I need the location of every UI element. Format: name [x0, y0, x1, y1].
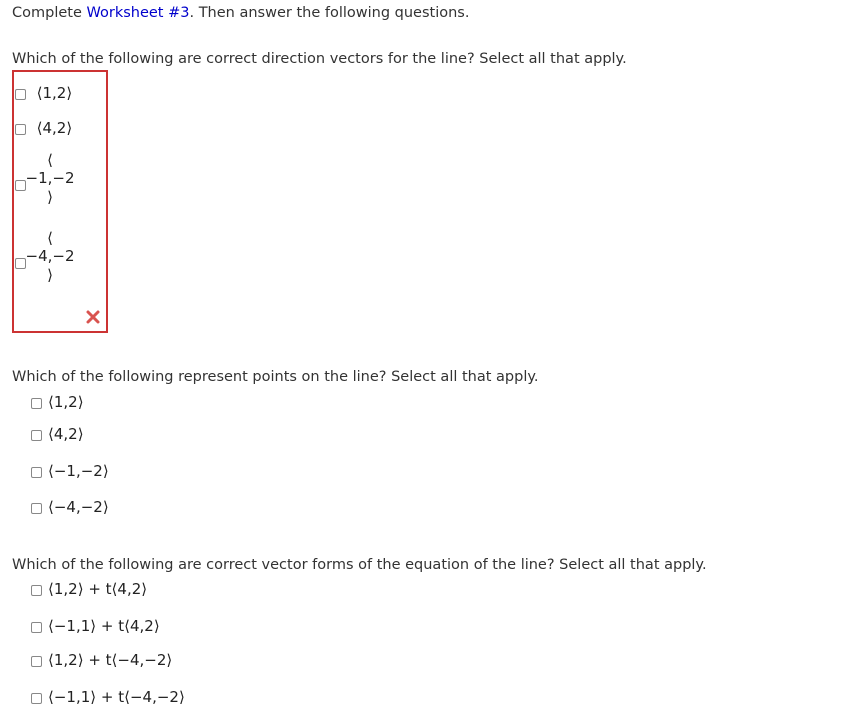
- q1-option-1[interactable]: [15, 84, 72, 102]
- q1-option-3-label: [25, 152, 75, 206]
- q2-option-1-label: ⟨1,2⟩: [48, 393, 84, 411]
- worksheet-link[interactable]: Worksheet #3: [86, 5, 190, 21]
- q2-option-3-checkbox[interactable]: [31, 467, 42, 478]
- q3-option-4-label: ⟨−1,1⟩ + t⟨−4,−2⟩: [48, 688, 185, 706]
- q2-option-3[interactable]: [31, 462, 109, 480]
- q1-option-3-open: ⟨: [47, 151, 53, 169]
- q2-option-4-checkbox[interactable]: [31, 503, 42, 514]
- q2-option-4-label: ⟨−4,−2⟩: [48, 498, 109, 516]
- q3-option-1-label: ⟨1,2⟩ + t⟨4,2⟩: [48, 580, 148, 598]
- q1-option-2-checkbox[interactable]: [15, 124, 26, 135]
- q1-option-4-close: ⟩: [47, 266, 53, 284]
- q1-option-3-close: ⟩: [47, 188, 53, 206]
- q3-option-2-label: ⟨−1,1⟩ + t⟨4,2⟩: [48, 617, 160, 635]
- q1-option-4-label: [25, 230, 75, 284]
- intro-suffix: . Then answer the following questions.: [189, 5, 470, 21]
- question-3-prompt: Which of the following are correct vector forms of the equation of the line? Select all that apply.: [12, 557, 707, 573]
- intro-prefix: Complete: [12, 5, 87, 21]
- q1-option-4-open: ⟨: [47, 229, 53, 247]
- q2-option-2[interactable]: [31, 425, 84, 443]
- q3-option-3[interactable]: [31, 651, 172, 669]
- question-1-prompt: Which of the following are correct direction vectors for the line? Select all that apply.: [12, 51, 627, 67]
- intro-text: [12, 5, 469, 21]
- q2-option-1[interactable]: [31, 393, 84, 411]
- q3-option-2-checkbox[interactable]: [31, 622, 42, 633]
- q1-option-2[interactable]: [15, 119, 72, 137]
- q2-option-2-label: ⟨4,2⟩: [48, 425, 84, 443]
- question-2-prompt: Which of the following represent points on the line? Select all that apply.: [12, 369, 539, 385]
- q1-option-1-label: ⟨1,2⟩: [36, 84, 73, 102]
- q3-option-1-checkbox[interactable]: [31, 585, 42, 596]
- q3-option-1[interactable]: [31, 580, 147, 598]
- incorrect-x-icon: [85, 309, 101, 325]
- q3-option-3-checkbox[interactable]: [31, 656, 42, 667]
- q2-option-4[interactable]: [31, 498, 109, 516]
- q2-option-1-checkbox[interactable]: [31, 398, 42, 409]
- q1-option-2-label: ⟨4,2⟩: [36, 119, 73, 137]
- q3-option-4[interactable]: [31, 688, 185, 706]
- q2-option-2-checkbox[interactable]: [31, 430, 42, 441]
- q3-option-2[interactable]: [31, 617, 160, 635]
- q1-option-3-value: −1,−2: [25, 169, 75, 187]
- q1-option-4-value: −4,−2: [25, 247, 75, 265]
- q2-option-3-label: ⟨−1,−2⟩: [48, 462, 109, 480]
- q3-option-3-label: ⟨1,2⟩ + t⟨−4,−2⟩: [48, 651, 173, 669]
- q1-option-1-checkbox[interactable]: [15, 89, 26, 100]
- q3-option-4-checkbox[interactable]: [31, 693, 42, 704]
